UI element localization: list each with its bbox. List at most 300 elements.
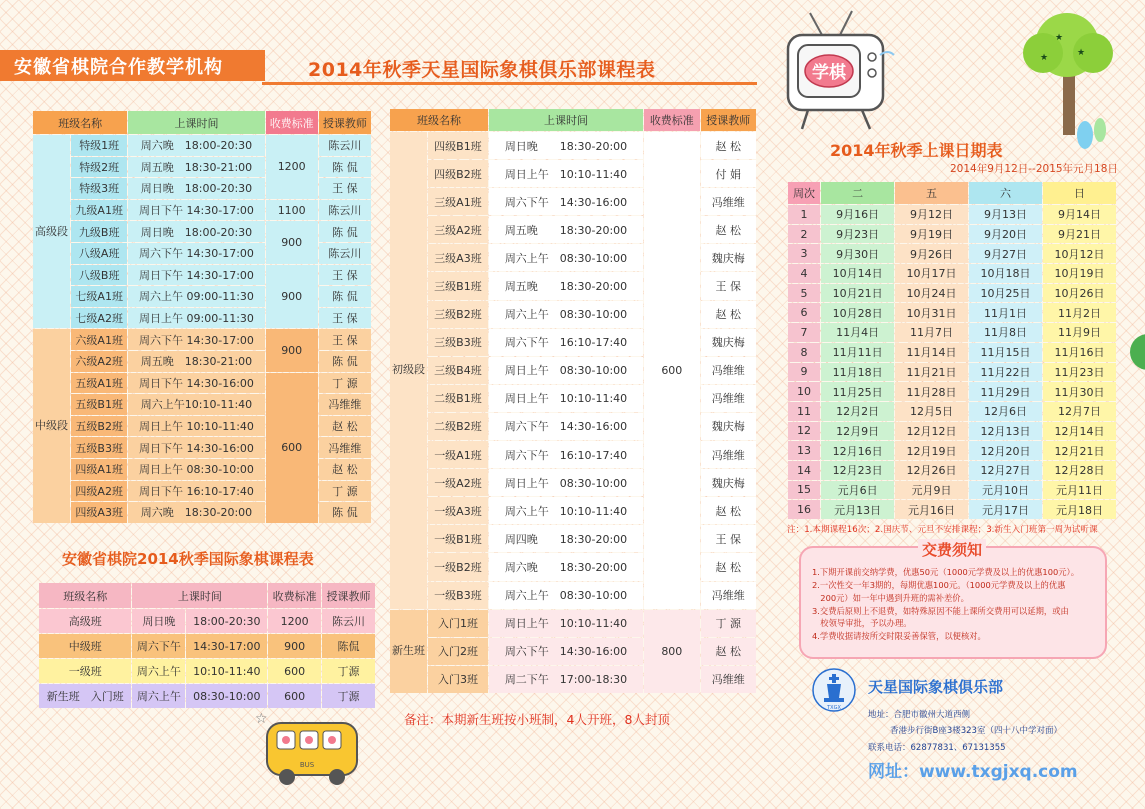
class-time: 14:30-17:00: [186, 634, 267, 658]
segment-label-beginner: 初级段: [390, 132, 427, 609]
svg-text:★: ★: [1055, 33, 1064, 43]
table-row: [33, 221, 371, 242]
class-fee: 900: [266, 329, 318, 371]
class-teacher: 陈 侃: [319, 221, 371, 242]
class-name: 三级B1班: [428, 272, 488, 299]
table-row: [390, 329, 756, 356]
class-time: 周六晚 18:30-20:00: [128, 502, 264, 523]
table-row: [33, 308, 371, 329]
table-row: [788, 284, 1116, 303]
club-website-link[interactable]: 网址：www.txgjxq.com: [868, 762, 1078, 782]
column-header-teacher: 授课教师: [701, 109, 756, 131]
column-header-class: 班级名称: [390, 109, 488, 131]
class-teacher: 陈 侃: [319, 351, 371, 372]
class-time: 周四晚 18:30-20:00: [489, 525, 643, 552]
class-time: 周六上午 08:30-10:00: [489, 582, 643, 609]
class-teacher: 王 保: [701, 272, 756, 299]
class-teacher: 王 保: [319, 308, 371, 329]
class-time: 周六下午 14:30-16:00: [489, 188, 643, 215]
table-row: [788, 205, 1116, 224]
column-header-fee: 收费标准: [266, 111, 318, 134]
column-header-class: 班级名称: [39, 583, 131, 608]
tue-date: 12月2日: [821, 402, 894, 421]
sun-date: 11月16日: [1043, 343, 1116, 362]
class-name: 三级B3班: [428, 329, 488, 356]
sat-date: 9月13日: [969, 205, 1042, 224]
table-row: [390, 132, 756, 159]
class-fee: 600: [644, 132, 699, 609]
class-teacher: 魏庆梅: [701, 244, 756, 271]
class-time: 10:10-11:40: [186, 659, 267, 683]
class-name: 一级B1班: [428, 525, 488, 552]
club-address-detail: 香港步行街B座3楼323室（四十八中学对面）: [890, 726, 1062, 736]
class-name: 七级A1班: [71, 286, 127, 307]
class-time: 周六上午10:10-11:40: [128, 394, 264, 415]
class-time: 周六上午 10:10-11:40: [489, 497, 643, 524]
column-header-sat: 六: [969, 182, 1042, 204]
table-row: [39, 634, 375, 658]
newcomer-class-note: 备注：本期新生班按小班制，4人开班，8人封顶: [404, 712, 670, 727]
class-name: 入门2班: [428, 638, 488, 665]
club-address: 地址：合肥市徽州大道西侧: [868, 710, 971, 720]
sun-date: 12月7日: [1043, 402, 1116, 421]
class-day: 周六下午: [132, 634, 185, 658]
class-name: 特级1班: [71, 135, 127, 156]
class-name: 五级B1班: [71, 394, 127, 415]
fri-date: 9月12日: [895, 205, 968, 224]
class-name: 入门3班: [428, 666, 488, 693]
class-teacher: 魏庆梅: [701, 329, 756, 356]
class-fee: 800: [644, 610, 699, 693]
column-header-week: 周次: [788, 182, 820, 204]
class-teacher: 冯维维: [701, 582, 756, 609]
sat-date: 11月22日: [969, 363, 1042, 382]
tue-date: 10月28日: [821, 303, 894, 322]
week-number: 11: [788, 402, 820, 421]
club-phone: 联系电话：62877831、67131355: [868, 743, 1006, 753]
column-header-class: 班级名称: [33, 111, 127, 134]
table-row: [390, 582, 756, 609]
class-name: 一级班: [39, 659, 131, 683]
class-time: 周日下午 14:30-16:00: [128, 373, 264, 394]
class-teacher: 丁源: [322, 659, 375, 683]
class-name: 入门1班: [428, 610, 488, 637]
class-name: 一级A3班: [428, 497, 488, 524]
class-fee: 900: [268, 634, 321, 658]
class-time: 周日上午 08:30-10:00: [489, 469, 643, 496]
tue-date: 12月16日: [821, 441, 894, 460]
sun-date: 11月30日: [1043, 382, 1116, 401]
table-row: [390, 469, 756, 496]
segment-label-advanced: 高级段: [33, 135, 70, 328]
class-name: 四级A1班: [71, 459, 127, 480]
sun-date: 元月11日: [1043, 481, 1116, 500]
class-name: 一级A2班: [428, 469, 488, 496]
class-name: 新生班 入门班: [39, 684, 131, 708]
table-row: [390, 413, 756, 440]
column-header-fee: 收费标准: [268, 583, 321, 608]
class-time: 周六晚 18:30-20:00: [489, 553, 643, 580]
table-row: [390, 497, 756, 524]
class-fee: 600: [266, 373, 318, 523]
table-row: [390, 272, 756, 299]
table-header-row: [33, 111, 371, 134]
tue-date: 元月6日: [821, 481, 894, 500]
segment-label-intermediate: 中级段: [33, 329, 70, 522]
fee-notice-list: [812, 566, 1102, 643]
beginner-schedule-table: [389, 108, 757, 694]
class-name: 二级B1班: [428, 385, 488, 412]
column-header-time: 上课时间: [489, 109, 643, 131]
table-row: [788, 363, 1116, 382]
class-time: 周五晚 18:30-21:00: [128, 351, 264, 372]
table-row: [788, 382, 1116, 401]
tue-date: 9月23日: [821, 225, 894, 244]
fri-date: 10月31日: [895, 303, 968, 322]
sat-date: 12月13日: [969, 422, 1042, 441]
week-number: 16: [788, 500, 820, 519]
class-teacher: 陈云川: [319, 200, 371, 221]
class-name: 五级B3班: [71, 437, 127, 458]
week-number: 8: [788, 343, 820, 362]
cartoon-tv-icon: [780, 5, 900, 135]
table-row: [390, 525, 756, 552]
table-row: [788, 422, 1116, 441]
week-number: 6: [788, 303, 820, 322]
sat-date: 9月27日: [969, 244, 1042, 263]
table-row: [33, 394, 371, 415]
class-time: 周五晚 18:30-20:00: [489, 216, 643, 243]
class-time: 周五晚 18:30-21:00: [128, 157, 264, 178]
table-row: [33, 265, 371, 286]
column-header-fee: 收费标准: [644, 109, 699, 131]
sat-date: 元月10日: [969, 481, 1042, 500]
table-row: [390, 385, 756, 412]
sat-date: 11月8日: [969, 323, 1042, 342]
class-name: 六级A2班: [71, 351, 127, 372]
class-time: 周日晚 18:00-20:30: [128, 178, 264, 199]
class-name: 九级A1班: [71, 200, 127, 221]
week-number: 13: [788, 441, 820, 460]
class-name: 高级班: [39, 609, 131, 633]
sun-date: 9月21日: [1043, 225, 1116, 244]
class-time: 周六下午 14:30-17:00: [128, 243, 264, 264]
list-item: 4.学费收据请按所交时限妥善保管，以便核对。: [812, 631, 986, 642]
week-number: 5: [788, 284, 820, 303]
fri-date: 元月16日: [895, 500, 968, 519]
week-number: 1: [788, 205, 820, 224]
subtable-title: 安徽省棋院2014秋季国际象棋课程表: [62, 550, 314, 568]
table-row: [33, 459, 371, 480]
column-header-tue: 二: [821, 182, 894, 204]
sun-date: 10月19日: [1043, 264, 1116, 283]
table-header-row: [788, 182, 1116, 204]
column-header-time: 上课时间: [128, 111, 264, 134]
class-teacher: 冯维维: [701, 188, 756, 215]
tue-date: 9月30日: [821, 244, 894, 263]
class-name: 八级A班: [71, 243, 127, 264]
table-row: [390, 441, 756, 468]
list-item: 2.一次性交一年3期的，每期优惠100元。（1000元学费及以上的优惠: [812, 579, 1066, 590]
table-row: [788, 402, 1116, 421]
table-row: [788, 441, 1116, 460]
week-number: 2: [788, 225, 820, 244]
class-teacher: 赵 松: [701, 553, 756, 580]
class-time: 周日上午 10:10-11:40: [489, 610, 643, 637]
list-item: 校领导审批，予以办理。: [812, 618, 912, 629]
class-time: 周六上午 09:00-11:30: [128, 286, 264, 307]
class-time: 周六下午 14:30-16:00: [489, 413, 643, 440]
class-teacher: 王 保: [319, 178, 371, 199]
class-time: 周日上午 10:10-11:40: [489, 385, 643, 412]
table-row: [390, 357, 756, 384]
class-teacher: 赵 松: [319, 416, 371, 437]
class-time: 周六下午 14:30-16:00: [489, 638, 643, 665]
table-row: [33, 351, 371, 372]
sun-date: 11月9日: [1043, 323, 1116, 342]
table-row: [788, 244, 1116, 263]
tue-date: 元月13日: [821, 500, 894, 519]
class-name: 三级B2班: [428, 301, 488, 328]
sat-date: 12月6日: [969, 402, 1042, 421]
class-fee: 600: [268, 684, 321, 708]
class-teacher: 陈云川: [319, 243, 371, 264]
table-header-row: [390, 109, 756, 131]
class-fee: 1200: [268, 609, 321, 633]
table-row: [788, 343, 1116, 362]
tv-label: 学棋: [812, 63, 846, 83]
class-time: 周日下午 14:30-17:00: [128, 200, 264, 221]
class-name: 四级A3班: [71, 502, 127, 523]
class-name: 八级B班: [71, 265, 127, 286]
class-fee: 900: [266, 221, 318, 263]
fri-date: 11月28日: [895, 382, 968, 401]
page-title: 2014年秋季天星国际象棋俱乐部课程表: [308, 59, 656, 81]
table-row: [33, 286, 371, 307]
class-name: 中级班: [39, 634, 131, 658]
class-time: 周六下午 14:30-17:00: [128, 329, 264, 350]
class-name: 三级A1班: [428, 188, 488, 215]
fri-date: 9月19日: [895, 225, 968, 244]
tue-date: 11月11日: [821, 343, 894, 362]
club-name: 天星国际象棋俱乐部: [868, 678, 1004, 696]
tue-date: 11月4日: [821, 323, 894, 342]
class-time: 周日下午 14:30-16:00: [128, 437, 264, 458]
bus-label: BUS: [299, 761, 315, 769]
table-row: [33, 135, 371, 156]
class-teacher: 冯维维: [319, 394, 371, 415]
date-range: 2014年9月12日--2015年元月18日: [950, 163, 1118, 175]
sun-date: 10月26日: [1043, 284, 1116, 303]
class-name: 六级A1班: [71, 329, 127, 350]
class-day: 周六上午: [132, 659, 185, 683]
cartoon-tree-icon: [1015, 5, 1120, 155]
class-teacher: 陈侃: [322, 634, 375, 658]
list-item: 1.下期开课前交纳学费，优惠50元（1000元学费及以上的优惠100元）。: [812, 567, 1079, 577]
column-header-sun: 日: [1043, 182, 1116, 204]
class-name: 四级B1班: [428, 132, 488, 159]
table-row: [33, 243, 371, 264]
table-row: [788, 225, 1116, 244]
sat-date: 11月29日: [969, 382, 1042, 401]
tue-date: 11月18日: [821, 363, 894, 382]
class-teacher: 魏庆梅: [701, 469, 756, 496]
class-fee: 1100: [266, 200, 318, 221]
list-item: 3.交费后原则上不退费，如特殊原因不能上课所交费用可以延期，或由: [812, 605, 1069, 616]
class-name: 四级A2班: [71, 481, 127, 502]
cartoon-bus-icon: [245, 705, 365, 795]
class-teacher: 王 保: [319, 265, 371, 286]
table-row: [33, 178, 371, 199]
list-item: 200元）如一年中遇到升班的需补差价。: [812, 592, 969, 603]
class-day: 周六上午: [132, 684, 185, 708]
tue-date: 12月9日: [821, 422, 894, 441]
class-teacher: 王 保: [319, 329, 371, 350]
table-row: [33, 481, 371, 502]
sun-date: 11月23日: [1043, 363, 1116, 382]
class-teacher: 赵 松: [701, 301, 756, 328]
class-time: 周六晚 18:00-20:30: [128, 135, 264, 156]
week-number: 4: [788, 264, 820, 283]
table-row: [33, 416, 371, 437]
class-teacher: 丁 源: [701, 610, 756, 637]
chess-king-logo-icon: [812, 668, 856, 712]
class-day: 周日晚: [132, 609, 185, 633]
class-teacher: 陈云川: [322, 609, 375, 633]
class-teacher: 付 娟: [701, 160, 756, 187]
table-header-row: [39, 583, 375, 608]
sun-date: 12月14日: [1043, 422, 1116, 441]
org-banner: 安徽省棋院合作教学机构: [0, 50, 265, 81]
week-number: 9: [788, 363, 820, 382]
sat-date: 11月15日: [969, 343, 1042, 362]
class-name: 四级B2班: [428, 160, 488, 187]
table-row: [33, 502, 371, 523]
class-teacher: 赵 松: [701, 132, 756, 159]
date-table-title: 2014年秋季上课日期表: [830, 141, 1003, 160]
class-teacher: 魏庆梅: [701, 413, 756, 440]
svg-text:★: ★: [1040, 53, 1049, 63]
class-teacher: 陈 侃: [319, 157, 371, 178]
sat-date: 元月17日: [969, 500, 1042, 519]
class-teacher: 冯维维: [701, 666, 756, 693]
chess-academy-schedule-table: [38, 582, 376, 709]
header-divider: [262, 82, 757, 85]
advanced-intermediate-schedule-table: [32, 110, 372, 524]
class-time: 周日晚 18:00-20:30: [128, 221, 264, 242]
class-teacher: 冯维维: [701, 441, 756, 468]
sat-date: 10月25日: [969, 284, 1042, 303]
svg-text:☆: ☆: [255, 711, 268, 727]
table-row: [33, 329, 371, 350]
week-number: 12: [788, 422, 820, 441]
class-name: 一级B3班: [428, 582, 488, 609]
fri-date: 12月5日: [895, 402, 968, 421]
fri-date: 12月12日: [895, 422, 968, 441]
column-header-time: 上课时间: [132, 583, 267, 608]
sun-date: 12月28日: [1043, 461, 1116, 480]
class-time: 周二下午 17:00-18:30: [489, 666, 643, 693]
sat-date: 12月20日: [969, 441, 1042, 460]
table-row: [788, 264, 1116, 283]
table-row: [788, 303, 1116, 322]
week-number: 15: [788, 481, 820, 500]
class-fee: 600: [268, 659, 321, 683]
class-teacher: 赵 松: [319, 459, 371, 480]
date-table-note: 注：1.本期课程16次；2.国庆节、元旦不安排课程；3.新生入门班第一周为试听课: [787, 525, 1098, 535]
table-row: [33, 157, 371, 178]
fee-notice-title: 交费须知: [918, 539, 986, 560]
table-row: [788, 461, 1116, 480]
tue-date: 9月16日: [821, 205, 894, 224]
class-time: 18:00-20:30: [186, 609, 267, 633]
fri-date: 元月9日: [895, 481, 968, 500]
sun-date: 11月2日: [1043, 303, 1116, 322]
table-row: [39, 659, 375, 683]
sat-date: 11月1日: [969, 303, 1042, 322]
fri-date: 9月26日: [895, 244, 968, 263]
class-time: 周六下午 16:10-17:40: [489, 441, 643, 468]
column-header-fri: 五: [895, 182, 968, 204]
class-time: 周日上午 08:30-10:00: [128, 459, 264, 480]
tue-date: 11月25日: [821, 382, 894, 401]
class-teacher: 冯维维: [701, 385, 756, 412]
sat-date: 9月20日: [969, 225, 1042, 244]
class-time: 周日下午 16:10-17:40: [128, 481, 264, 502]
fri-date: 11月7日: [895, 323, 968, 342]
table-row: [33, 373, 371, 394]
class-time: 周六上午 08:30-10:00: [489, 301, 643, 328]
column-header-teacher: 授课教师: [322, 583, 375, 608]
class-name: 三级B4班: [428, 357, 488, 384]
class-time: 周六下午 16:10-17:40: [489, 329, 643, 356]
class-teacher: 丁源: [322, 684, 375, 708]
class-teacher: 王 保: [701, 525, 756, 552]
class-time: 周日上午 08:30-10:00: [489, 357, 643, 384]
class-time: 周日上午 09:00-11:30: [128, 308, 264, 329]
week-number: 7: [788, 323, 820, 342]
class-name: 二级B2班: [428, 413, 488, 440]
tue-date: 10月14日: [821, 264, 894, 283]
class-dates-table: [787, 181, 1117, 520]
class-fee: 900: [266, 265, 318, 329]
class-teacher: 陈 侃: [319, 502, 371, 523]
segment-label-newcomer: 新生班: [390, 610, 427, 693]
class-name: 五级B2班: [71, 416, 127, 437]
class-name: 三级A2班: [428, 216, 488, 243]
table-row: [788, 500, 1116, 519]
fri-date: 11月21日: [895, 363, 968, 382]
class-time: 08:30-10:00: [186, 684, 267, 708]
fri-date: 12月26日: [895, 461, 968, 480]
week-number: 14: [788, 461, 820, 480]
class-teacher: 丁 源: [319, 481, 371, 502]
fri-date: 10月24日: [895, 284, 968, 303]
class-time: 周五晚 18:30-20:00: [489, 272, 643, 299]
column-header-teacher: 授课教师: [319, 111, 371, 134]
class-teacher: 陈 侃: [319, 286, 371, 307]
class-name: 一级B2班: [428, 553, 488, 580]
class-time: 周日上午 10:10-11:40: [128, 416, 264, 437]
class-name: 一级A1班: [428, 441, 488, 468]
class-teacher: 冯维维: [319, 437, 371, 458]
class-teacher: 陈云川: [319, 135, 371, 156]
class-time: 周日上午 10:10-11:40: [489, 160, 643, 187]
table-row: [390, 610, 756, 637]
fri-date: 12月19日: [895, 441, 968, 460]
class-name: 七级A2班: [71, 308, 127, 329]
class-fee: 1200: [266, 135, 318, 199]
